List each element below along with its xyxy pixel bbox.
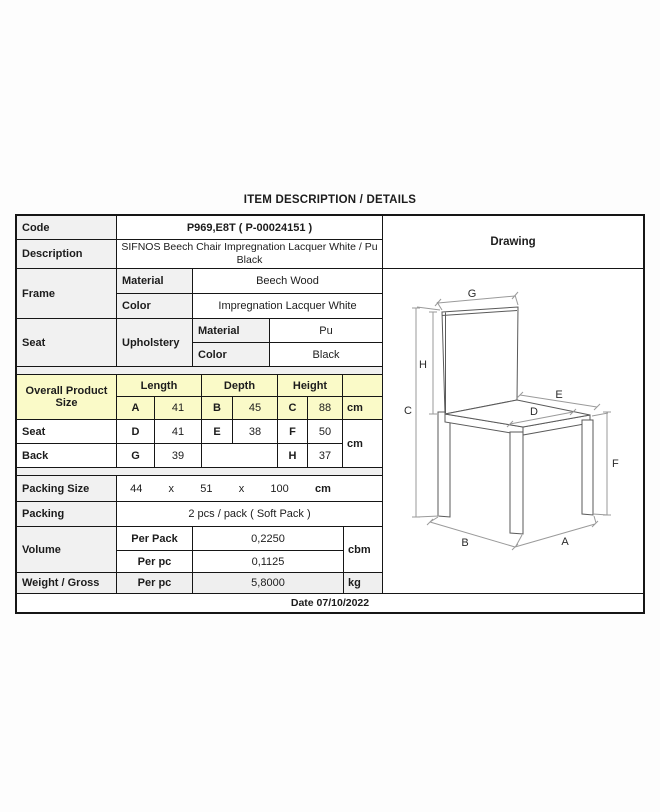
seat-upholstery-label: Upholstery <box>117 319 193 367</box>
code-row <box>17 216 383 240</box>
weight-row <box>17 573 383 594</box>
drawing-column <box>383 216 643 594</box>
dim-value-g: 39 <box>155 444 202 468</box>
unit-header-empty <box>343 375 383 397</box>
seat-color-label: Color <box>193 343 270 367</box>
date-row: Date 07/10/2022 <box>17 594 643 612</box>
packing-size-height: 100 <box>270 482 289 495</box>
chair-back-left-leg <box>438 412 450 517</box>
dim-value-d: 41 <box>155 420 202 444</box>
packing-value: 2 pcs / pack ( Soft Pack ) <box>117 502 383 527</box>
volume-label: Volume <box>17 527 117 573</box>
packing-size-x: x <box>238 482 245 495</box>
packing-size-unit: cm <box>314 482 331 495</box>
frame-material-value: Beech Wood <box>193 269 383 294</box>
weight-unit: kg <box>344 573 383 594</box>
packing-size-width: 44 <box>130 482 143 495</box>
dim-key-a: A <box>117 397 155 420</box>
frame-color-label: Color <box>117 294 193 319</box>
description-label: Description <box>17 240 117 269</box>
volume-section <box>17 527 383 573</box>
frame-color-value: Impregnation Lacquer White <box>193 294 383 319</box>
volume-per-pack-value: 0,2250 <box>193 527 344 551</box>
separator-row <box>17 367 383 375</box>
spec-table <box>15 214 645 614</box>
back-size-empty-cell <box>202 444 278 468</box>
separator-row <box>17 468 383 476</box>
back-size-label: Back <box>17 444 117 468</box>
drawing-area <box>383 269 643 594</box>
dim-label-c: C <box>404 405 412 417</box>
overall-size-section <box>17 375 383 420</box>
description-value: SIFNOS Beech Chair Impregnation Lacquer White / Pu Black <box>117 240 383 269</box>
frame-section <box>17 269 383 319</box>
dim-key-g: G <box>117 444 155 468</box>
packing-size-label: Packing Size <box>17 476 117 502</box>
drawing-header: Drawing <box>383 216 643 269</box>
chair-backrest <box>442 307 518 414</box>
chair-front-leg <box>510 432 523 534</box>
volume-per-pc-value: 0,1125 <box>193 551 344 573</box>
dim-key-b: B <box>202 397 233 420</box>
dim-value-h: 37 <box>308 444 343 468</box>
seat-label: Seat <box>17 319 117 367</box>
code-value: P969,E8T ( P-00024151 ) <box>117 216 383 240</box>
dim-key-c: C <box>278 397 308 420</box>
volume-unit: cbm <box>344 527 383 573</box>
description-row <box>17 240 383 269</box>
dim-value-a: 41 <box>155 397 202 420</box>
frame-label: Frame <box>17 269 117 319</box>
chair-right-leg <box>582 420 593 515</box>
seat-material-label: Material <box>193 319 270 343</box>
depth-header: Depth <box>202 375 278 397</box>
frame-material-label: Material <box>117 269 193 294</box>
dim-key-d: D <box>117 420 155 444</box>
volume-per-pc-label: Per pc <box>117 551 193 573</box>
overall-size-unit: cm <box>343 397 383 420</box>
dim-key-e: E <box>202 420 233 444</box>
seat-color-value: Black <box>270 343 383 367</box>
packing-row <box>17 502 383 527</box>
seat-back-size-section <box>17 420 383 468</box>
page-title: ITEM DESCRIPTION / DETAILS <box>243 194 417 206</box>
dim-value-c: 88 <box>308 397 343 420</box>
dim-key-f: F <box>278 420 308 444</box>
dim-label-a: A <box>561 536 569 548</box>
dim-label-b: B <box>461 537 469 549</box>
dim-label-h: H <box>419 359 427 371</box>
dim-label-f: F <box>612 458 619 470</box>
packing-size-x: x <box>168 482 175 495</box>
seat-back-unit: cm <box>343 420 383 468</box>
weight-per-pc-label: Per pc <box>117 573 193 594</box>
dim-value-f: 50 <box>308 420 343 444</box>
weight-label: Weight / Gross <box>17 573 117 594</box>
packing-size-row <box>17 476 383 502</box>
dim-key-h: H <box>278 444 308 468</box>
length-header: Length <box>117 375 202 397</box>
dim-value-b: 45 <box>233 397 278 420</box>
spec-table-left <box>17 216 383 594</box>
dim-value-e: 38 <box>233 420 278 444</box>
overall-size-label: Overall Product Size <box>17 375 117 420</box>
packing-size-depth: 51 <box>200 482 213 495</box>
volume-per-pack-label: Per Pack <box>117 527 193 551</box>
seat-material-value: Pu <box>270 319 383 343</box>
height-header: Height <box>278 375 343 397</box>
dim-label-d: D <box>530 406 538 418</box>
dim-label-g: G <box>467 288 477 300</box>
seat-section <box>17 319 383 367</box>
weight-per-pc-value: 5,8000 <box>193 573 344 594</box>
packing-label: Packing <box>17 502 117 527</box>
chair-drawing <box>383 269 643 594</box>
seat-size-label: Seat <box>17 420 117 444</box>
code-label: Code <box>17 216 117 240</box>
packing-size-values <box>117 476 383 502</box>
dim-label-e: E <box>555 389 563 401</box>
